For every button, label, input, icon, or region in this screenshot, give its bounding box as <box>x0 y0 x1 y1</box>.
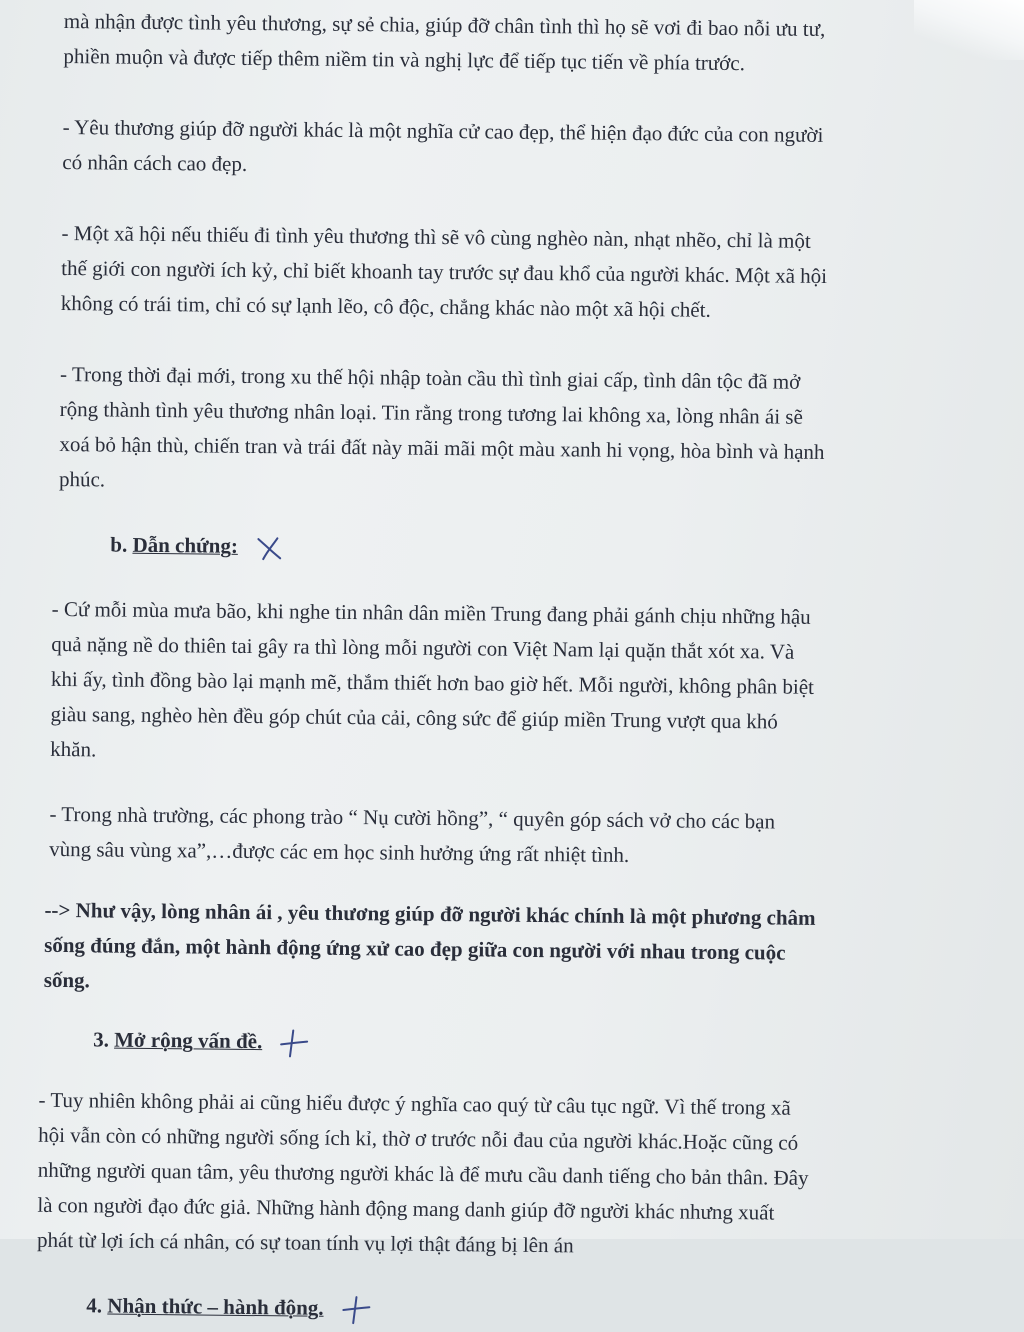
heading-number: 4. <box>86 1293 108 1318</box>
text-line: phúc. <box>58 466 106 492</box>
paragraph-new-era <box>59 357 958 506</box>
intro-paragraph <box>63 4 962 83</box>
text-line: - Tuy nhiên không phải ai cũng hiểu được ý nghĩa cao quý từ câu tục ngữ. Vì thế trong xã <box>38 1087 791 1120</box>
paragraph-school <box>49 797 954 876</box>
heading-label: Mở rộng vấn đề. <box>114 1027 263 1054</box>
text-line: quả nặng nề do thiên tai gây ra thì lòng mỗi người con Việt Nam lại quặn thắt xót xa. Và <box>51 631 795 664</box>
text-line: sống đúng đắn, một hành động ứng xử cao đẹp giữa con người với nhau trong cuộc <box>44 932 786 965</box>
text-line: khăn. <box>50 736 97 762</box>
text-line: xoá bỏ hận thù, chiến tran và trái đất này mãi mãi một màu xanh hi vọng, hòa bình và hạnh <box>59 431 825 464</box>
text-line: - Yêu thương giúp đỡ người khác là một nghĩa cử cao đẹp, thể hiện đạo đức của con người <box>62 114 824 147</box>
heading-number: b. <box>110 532 133 557</box>
text-line: sống. <box>43 967 91 993</box>
heading-number: 3. <box>93 1027 115 1052</box>
heading-label: Nhận thức – hành động. <box>107 1293 324 1320</box>
section-heading-evidence <box>58 527 956 571</box>
paragraph-conclusion <box>44 893 953 1008</box>
text-line: - Cứ mỗi mùa mưa bão, khi nghe tin nhân dân miền Trung đang phải gánh chịu những hậu <box>51 596 811 629</box>
text-line: có nhân cách cao đẹp. <box>62 149 248 176</box>
document-body <box>36 4 962 1332</box>
heading-label: Dẫn chứng: <box>132 532 239 558</box>
text-line: khi ấy, tình đồng bào lại mạnh mẽ, thắm thiết hơn bao giờ hết. Mỗi người, không phân biệt <box>50 666 815 699</box>
section-heading-action <box>50 1288 948 1332</box>
paragraph-central-region <box>50 592 956 776</box>
text-line: - Trong nhà trường, các phong trào “ Nụ cười hồng”, “ quyên góp sách vở cho các bạn <box>49 801 776 834</box>
text-line: không có trái tim, chỉ có sự lạnh lẽo, cô độc, chẳng khác nào một xã hội chết. <box>60 290 711 322</box>
text-line: là con người đạo đức giả. Những hành động mang danh giúp đỡ người khác nhưng xuất <box>37 1192 775 1225</box>
text-line: giàu sang, nghèo hèn đều góp chút của cải, công sức để giúp miền Trung vượt qua khó <box>50 701 778 734</box>
handwritten-tick-mark-icon <box>279 1029 309 1059</box>
text-line: - Trong thời đại mới, trong xu thế hội nhập toàn cầu thì tình giai cấp, tình dân tộc đã mở <box>59 361 801 394</box>
handwritten-x-mark-icon <box>255 535 285 561</box>
text-line: hội vẫn còn có những người sống ích kỉ, thờ ơ trước nỗi đau của người khác.Hoặc cũng có <box>38 1122 799 1155</box>
paragraph-society <box>61 216 960 330</box>
text-line: phát từ lợi ích cá nhân, có sự toan tính vụ lợi thật đáng bị lên án <box>36 1227 574 1258</box>
text-line: rộng thành tình yêu thương nhân loại. Tin rằng trong tương lai không xa, lòng nhân ái sẽ <box>59 396 804 429</box>
text-line: mà nhận được tình yêu thương, sự sẻ chia, giúp đỡ chân tình thì họ sẽ vơi đi bao nỗi ưu tư, <box>63 8 826 41</box>
text-line: - Một xã hội nếu thiếu đi tình yêu thương thì sẽ vô cùng nghèo nàn, nhạt nhẽo, chỉ là một <box>61 220 811 253</box>
text-line: những người quan tâm, yêu thương người khác là để mưu cầu danh tiếng cho bản thân. Đây <box>37 1157 809 1190</box>
section-heading-expand <box>53 1022 951 1066</box>
text-line: vùng sâu vùng xa”,…được các em học sinh hưởng ứng rất nhiệt tình. <box>49 836 630 867</box>
paragraph-virtue <box>62 110 961 189</box>
text-line: --> Như vậy, lòng nhân ái , yêu thương giúp đỡ người khác chính là một phương châm <box>44 897 816 930</box>
text-line: thế giới con người ích kỷ, chỉ biết khoanh tay trước sự đau khổ của người khác. Một xã hội <box>61 255 828 289</box>
text-line: phiền muộn và được tiếp thêm niềm tin và nghị lực để tiếp tục tiến về phía trước. <box>63 43 746 76</box>
paragraph-expand <box>37 1083 951 1268</box>
handwritten-tick-mark-icon <box>341 1295 371 1325</box>
